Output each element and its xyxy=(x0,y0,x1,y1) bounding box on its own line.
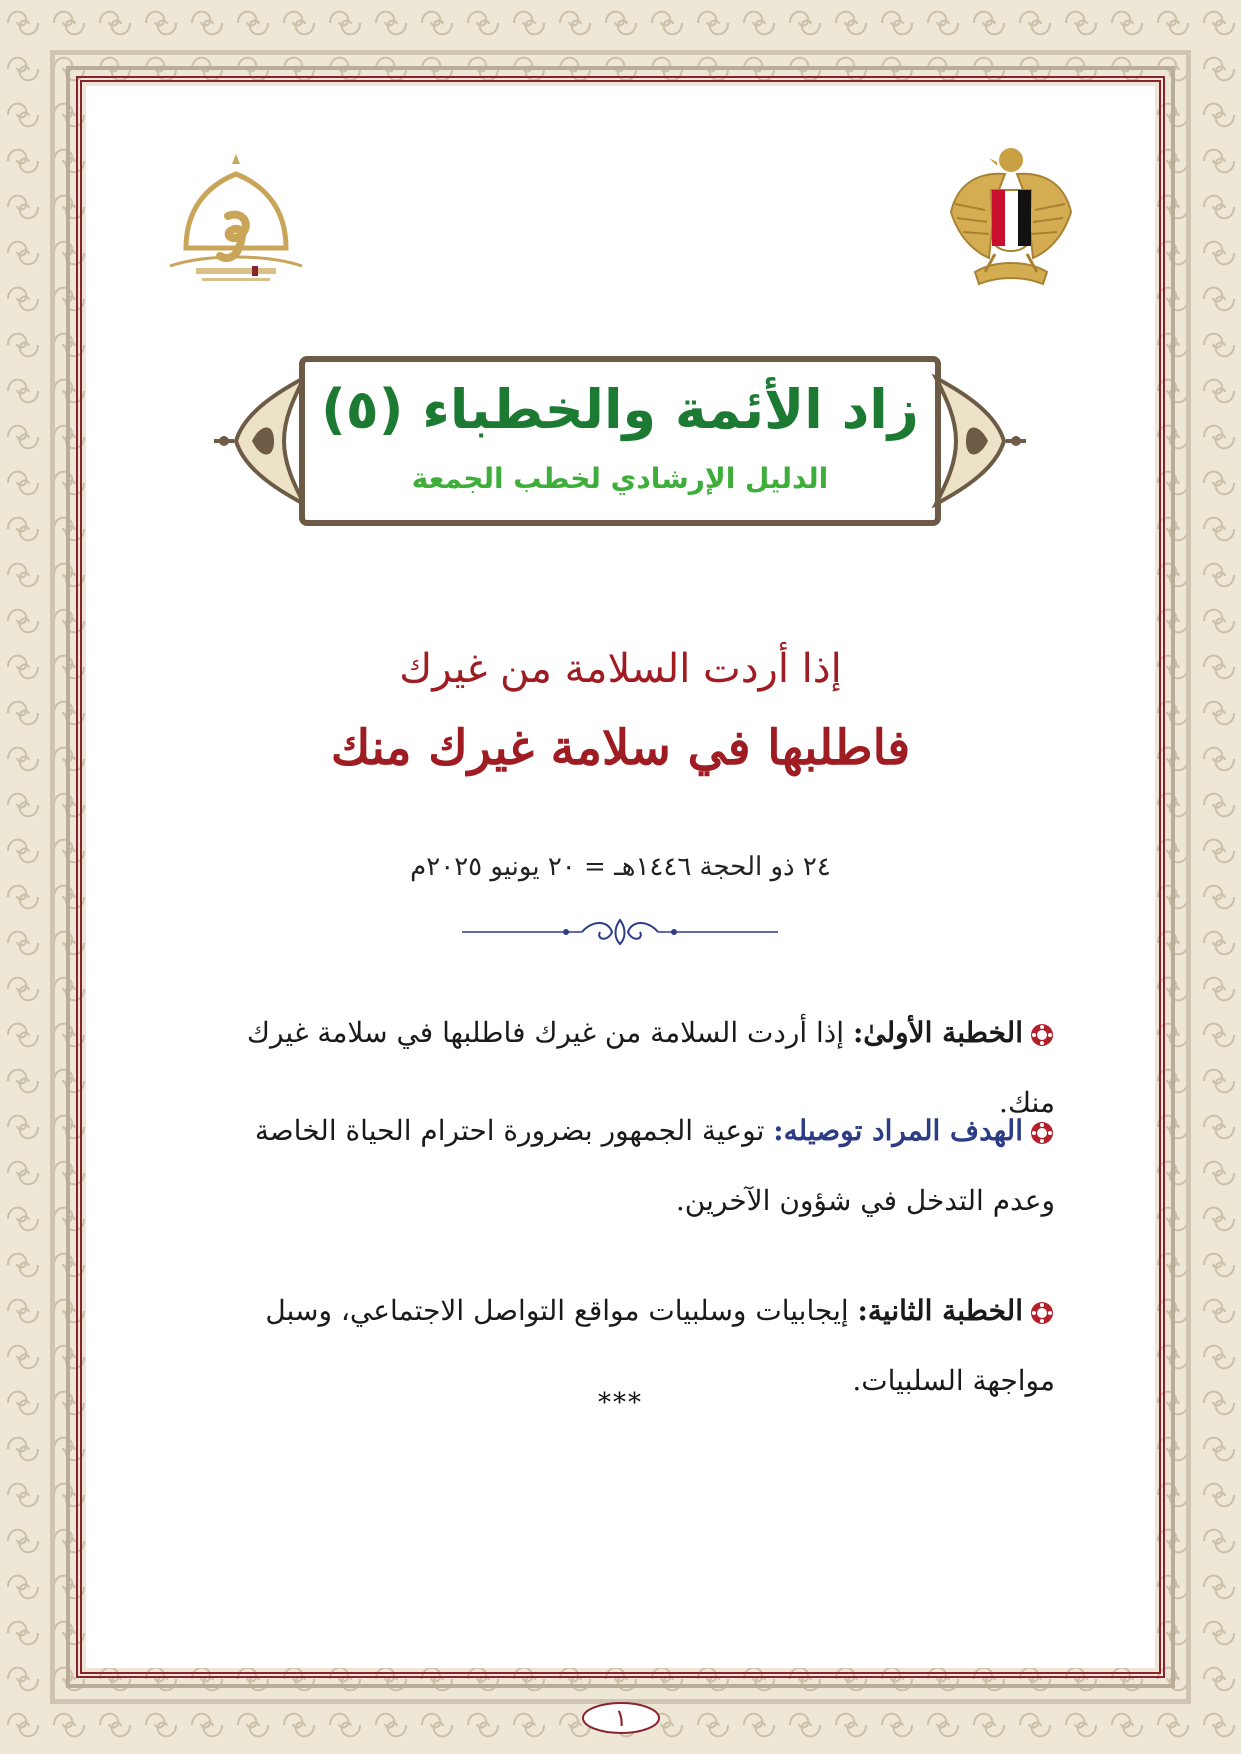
goal-label: الهدف المراد توصيله: xyxy=(773,1114,1023,1147)
flower-bullet-icon xyxy=(1029,1300,1055,1326)
separator-stars: *** xyxy=(598,1388,643,1418)
first-sermon-text: إذا أردت السلامة من غيرك فاطلبها في سلامة غيرك منك. xyxy=(246,1016,1055,1119)
page-subtitle: الدليل الإرشادي لخطب الجمعة xyxy=(411,462,829,495)
egypt-eagle-emblem xyxy=(945,142,1075,302)
ornamental-divider xyxy=(462,914,778,950)
flower-bullet-icon xyxy=(1029,1120,1055,1146)
page-number-badge xyxy=(580,1700,662,1736)
first-sermon-label: الخطبة الأولىٰ: xyxy=(852,1016,1023,1049)
ministry-of-awqaf-logo xyxy=(166,150,306,300)
second-sermon-text: إيجابيات وسلبيات مواقع التواصل الاجتماعي، وسبل مواجهة السلبيات. xyxy=(265,1294,1055,1397)
page-title: زاد الأئمة والخطباء (٥) xyxy=(321,378,919,441)
title-banner xyxy=(214,336,1026,546)
second-sermon-label: الخطبة الثانية: xyxy=(857,1294,1023,1327)
sermon-headline-line2: فاطلبها في سلامة غيرك منك xyxy=(330,720,911,776)
flower-bullet-icon xyxy=(1029,1022,1055,1048)
goal-text: توعية الجمهور بضرورة احترام الحياة الخاصة وعدم التدخل في شؤون الآخرين. xyxy=(254,1114,1055,1217)
ornament-right xyxy=(916,374,1026,508)
sermon-headline-line1: إذا أردت السلامة من غيرك xyxy=(399,646,842,692)
sermon-date: ٢٤ ذو الحجة ١٤٤٦هـ = ٢٠ يونيو ٢٠٢٥م xyxy=(410,852,831,882)
goal-item xyxy=(195,1096,1055,1236)
page-content xyxy=(86,86,1155,1668)
page-number: ١ xyxy=(614,1704,628,1732)
